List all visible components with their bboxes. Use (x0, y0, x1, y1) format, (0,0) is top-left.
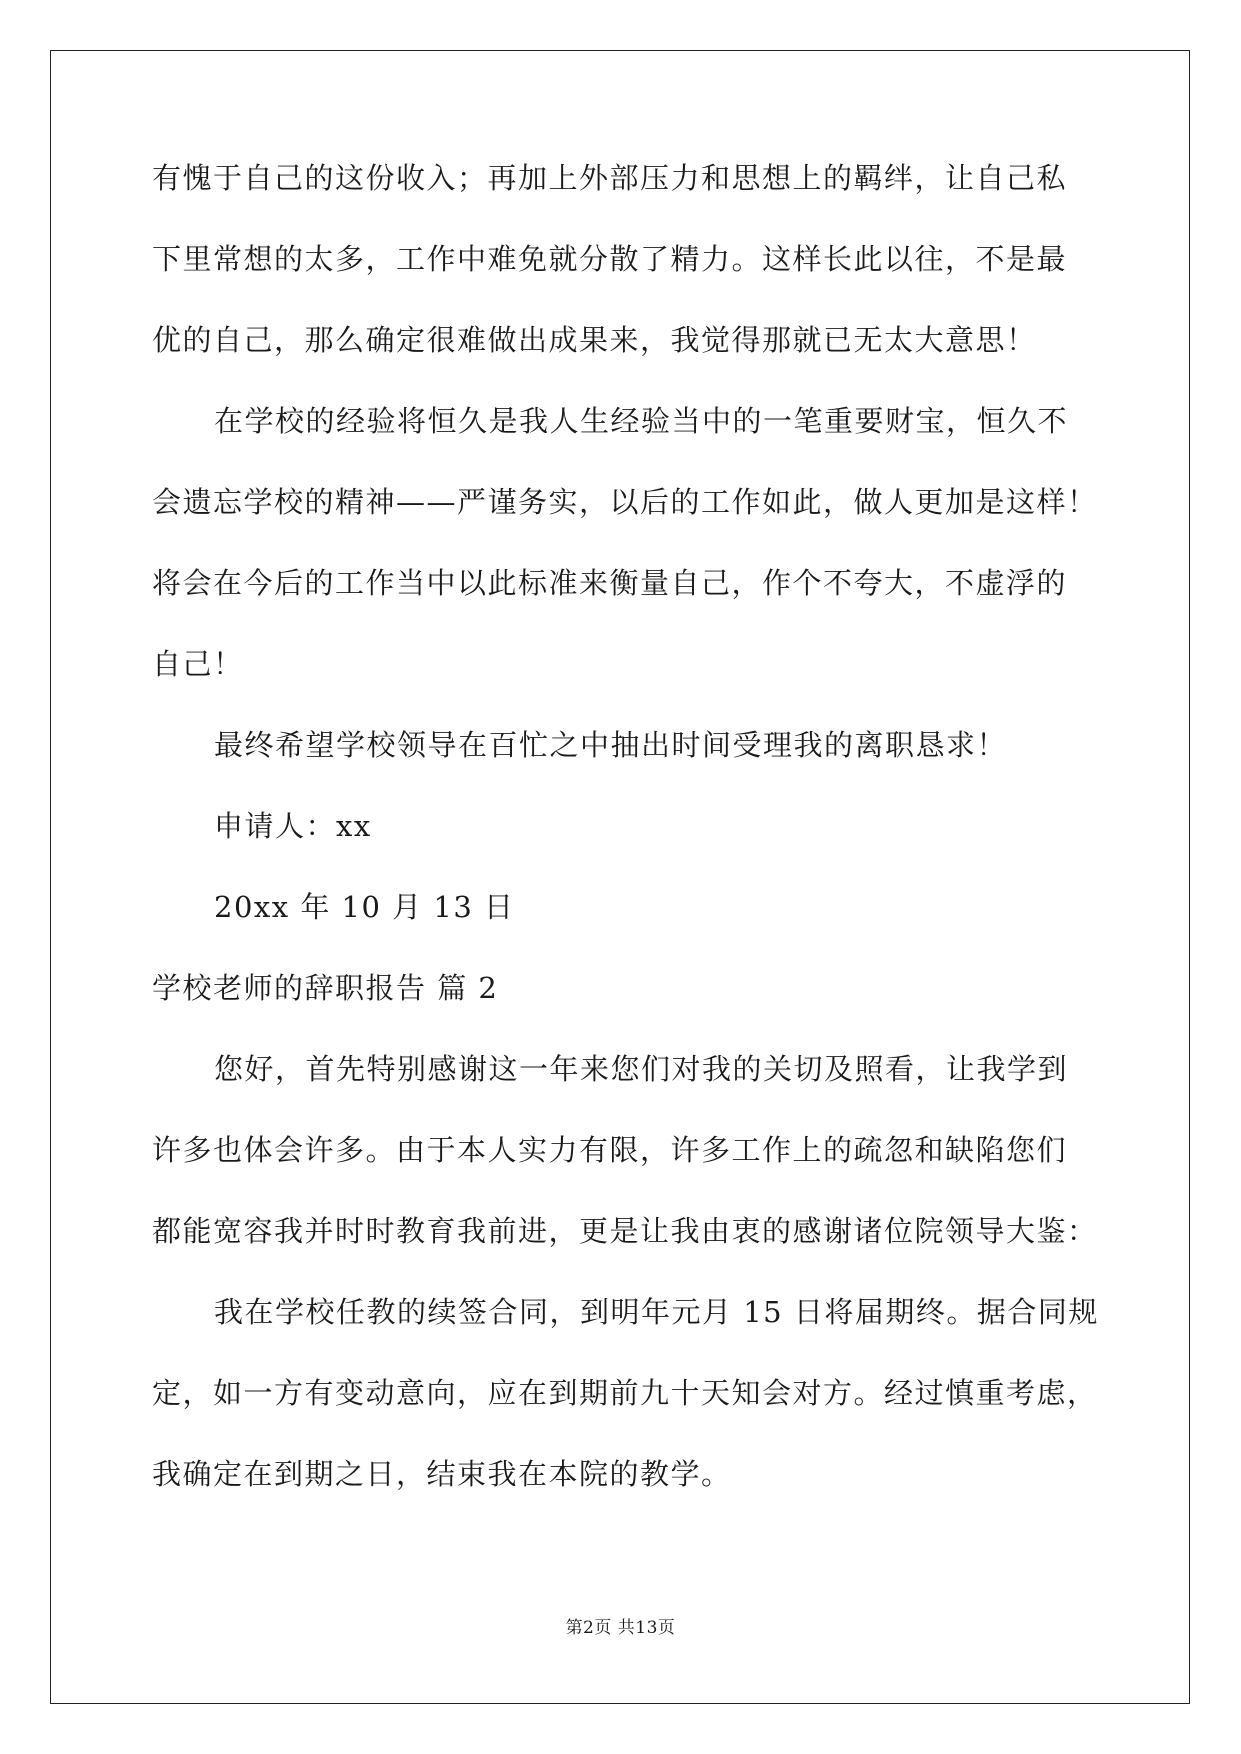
applicant-line: 申请人：xx (214, 809, 372, 843)
text-line: 我在学校任教的续签合同，到明年元月 15 日将届期终。据合同规 (214, 1295, 1099, 1329)
section-heading: 学校老师的辞职报告 篇 2 (152, 971, 499, 1005)
date-line: 20xx 年 10 月 13 日 (214, 890, 515, 924)
text-line: 在学校的经验将恒久是我人生经验当中的一笔重要财宝，恒久不 (214, 404, 1069, 438)
page-number: 第2页 共13页 (565, 1618, 676, 1638)
document-body (152, 160, 1099, 1537)
text-line: 自己！ (152, 647, 244, 681)
text-line: 下里常想的太多，工作中难免就分散了精力。这样长此以往，不是最 (152, 242, 1068, 276)
text-line: 优的自己，那么确定很难做出成果来，我觉得那就已无太大意思！ (152, 323, 1037, 357)
text-line: 将会在今后的工作当中以此标准来衡量自己，作个不夸大，不虚浮的 (152, 566, 1068, 600)
text-line: 许多也体会许多。由于本人实力有限，许多工作上的疏忽和缺陷您们 (152, 1133, 1068, 1167)
text-line: 有愧于自己的这份收入；再加上外部压力和思想上的羁绊，让自己私 (152, 161, 1068, 195)
text-line: 您好，首先特别感谢这一年来您们对我的关切及照看，让我学到 (214, 1052, 1069, 1086)
text-line: 都能宽容我并时时教育我前进，更是让我由衷的感谢诸位院领导大鉴： (152, 1214, 1098, 1248)
text-line: 会遗忘学校的精神——严谨务实，以后的工作如此，做人更加是这样！ (152, 485, 1098, 519)
text-line: 最终希望学校领导在百忙之中抽出时间受理我的离职恳求！ (214, 728, 1008, 762)
text-line: 定，如一方有变动意向，应在到期前九十天知会对方。经过慎重考虑， (152, 1376, 1098, 1410)
text-line: 我确定在到期之日，结束我在本院的教学。 (152, 1457, 732, 1491)
